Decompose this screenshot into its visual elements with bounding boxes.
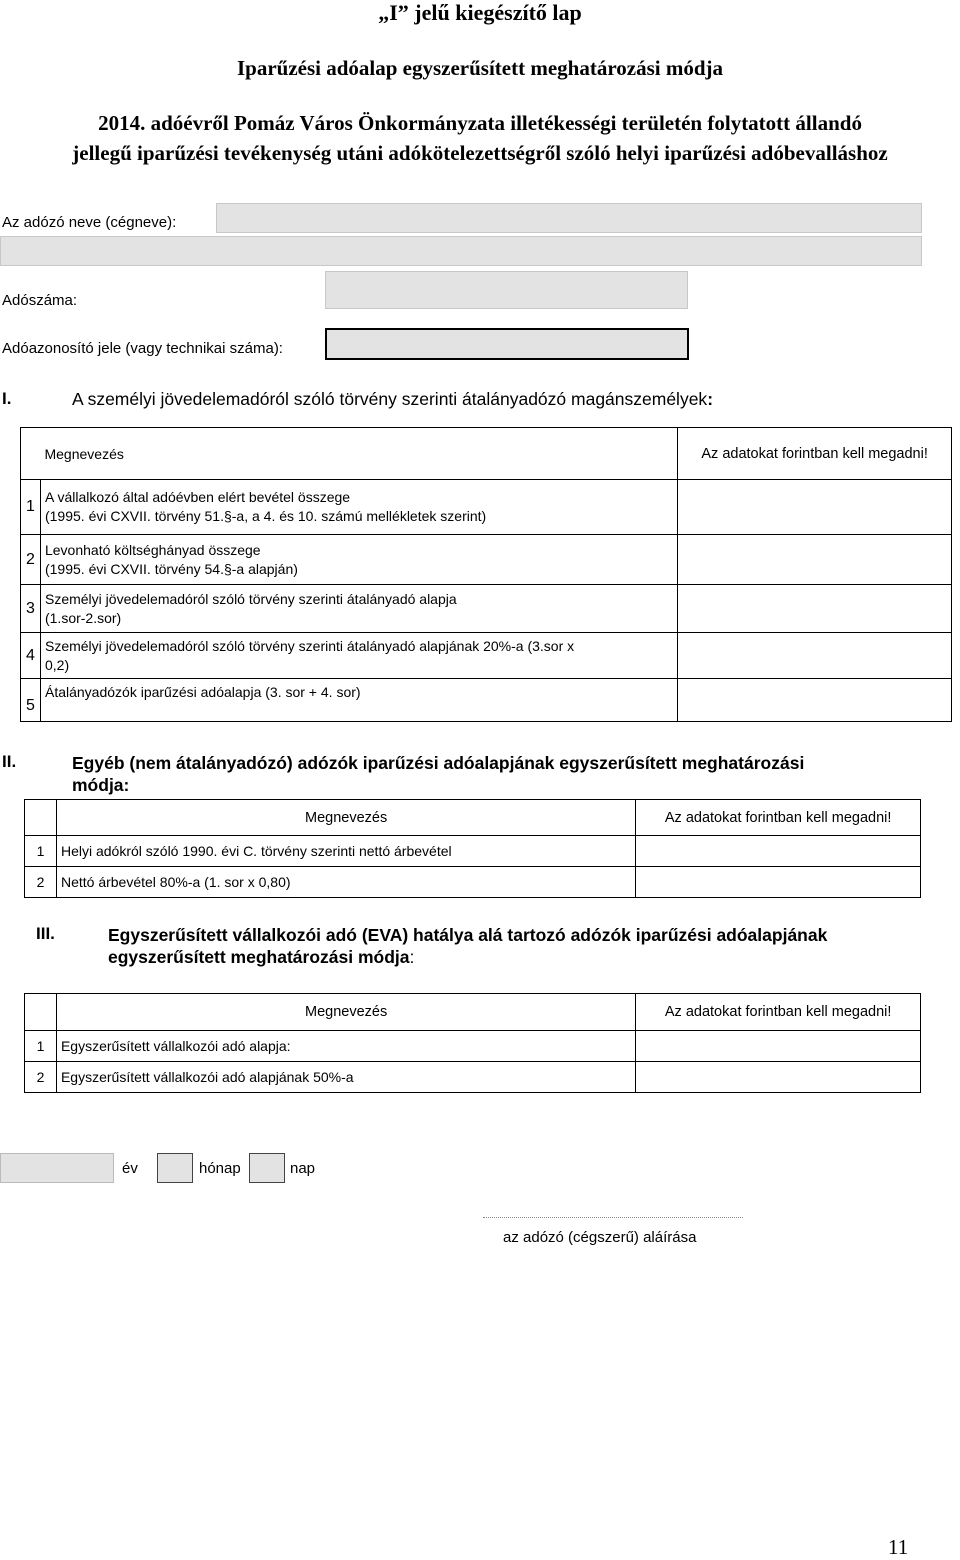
value-cell[interactable] (678, 585, 952, 633)
table-row (25, 836, 921, 867)
value-cell[interactable] (678, 679, 952, 722)
section1-table (20, 427, 952, 722)
row-label-line: Átalányadózók iparűzési adóalapja (3. sor + 4. sor) (44, 684, 361, 700)
row-label-line: 0,2) (44, 656, 70, 673)
row-label-line: Személyi jövedelemadóról szóló törvény szerinti átalányadó alapja (44, 590, 457, 607)
row-number: 1 (25, 1031, 57, 1062)
tax-number-input[interactable] (325, 271, 688, 309)
row-number: 3 (21, 585, 41, 633)
section2-title-line: Egyéb (nem átalányadózó) adózók iparűzési adóalapjának egyszerűsített meghatározási (72, 753, 805, 773)
taxpayer-name-input[interactable] (216, 203, 922, 233)
section1-title (72, 389, 713, 410)
section3-roman: III. (36, 924, 55, 943)
date-month-label: hónap (199, 1160, 241, 1177)
row-number: 5 (21, 679, 41, 722)
row-label (40, 585, 677, 633)
tax-id-label: Adóazonosító jele (vagy technikai száma): (2, 340, 283, 357)
row-label (40, 535, 677, 585)
date-year-input[interactable] (0, 1153, 114, 1183)
table-row (21, 633, 952, 679)
row-number: 2 (25, 1062, 57, 1093)
value-cell[interactable] (636, 1031, 921, 1062)
section3-title-line: Egyszerűsített vállalkozói adó (EVA) hatálya alá tartozó adózók iparűzési adóalapjának (108, 925, 828, 945)
value-cell[interactable] (636, 1062, 921, 1093)
date-day-input[interactable] (249, 1153, 285, 1183)
col-header-name: Megnevezés (56, 800, 635, 836)
row-number: 2 (21, 535, 41, 585)
value-cell[interactable] (678, 535, 952, 585)
date-day-label: nap (290, 1160, 316, 1177)
section1-title-colon: : (707, 389, 714, 409)
section3-title-line (108, 946, 827, 968)
form-subtitle: Iparűzési adóalap egyszerűsített meghatározási módja (236, 56, 724, 80)
row-label-line: A vállalkozó által adóévben elért bevétel összege (44, 489, 351, 505)
section2-roman: II. (2, 752, 17, 771)
taxpayer-name-input-2[interactable] (0, 236, 922, 266)
row-label (40, 480, 677, 535)
table-header-row (25, 994, 921, 1031)
value-cell[interactable] (678, 633, 952, 679)
row-label: Helyi adókról szóló 1990. évi C. törvény szerinti nettó árbevétel (56, 836, 635, 867)
tax-number-label: Adószáma: (2, 292, 78, 309)
section3-title-colon: : (409, 947, 415, 967)
row-label: Nettó árbevétel 80%-a (1. sor x 0,80) (56, 867, 635, 898)
intro-line-2: jellegű iparűzési tevékenység utáni adókötelezettségről szóló helyi iparűzési adóbevalláshoz (72, 141, 888, 165)
table-row (25, 1031, 921, 1062)
section1-roman: I. (2, 389, 12, 408)
signature-caption: az adózó (cégszerű) aláírása (503, 1229, 697, 1246)
row-number: 2 (25, 867, 57, 898)
row-label-line: Személyi jövedelemadóról szóló törvény szerinti átalányadó alapjának 20%-a (3.sor x (44, 637, 575, 654)
signature-line (483, 1217, 743, 1218)
section2-table (24, 799, 921, 898)
table-row (25, 1062, 921, 1093)
col-header-value: Az adatokat forintban kell megadni! (636, 800, 921, 836)
row-number: 4 (21, 633, 41, 679)
row-label-line: (1995. évi CXVII. törvény 51.§-a, a 4. és 10. számú mellékletek szerint) (44, 508, 487, 524)
row-label: Egyszerűsített vállalkozói adó alapjának 50%-a (56, 1062, 635, 1093)
col-header-name: Megnevezés (56, 994, 635, 1031)
table-row (21, 679, 952, 722)
row-label (40, 679, 677, 722)
col-header-name: Megnevezés (40, 428, 677, 480)
table-row (21, 480, 952, 535)
row-number: 1 (25, 836, 57, 867)
form-title: „I” jelű kiegészítő lap (378, 0, 582, 25)
form-intro (0, 108, 960, 168)
col-header-value: Az adatokat forintban kell megadni! (678, 428, 952, 480)
value-cell[interactable] (636, 836, 921, 867)
value-cell[interactable] (678, 480, 952, 535)
section2-title (72, 752, 804, 796)
col-header-value: Az adatokat forintban kell megadni! (636, 994, 921, 1031)
row-label-line: (1.sor-2.sor) (44, 609, 122, 626)
date-month-input[interactable] (157, 1153, 193, 1183)
row-number: 1 (21, 480, 41, 535)
tax-id-input[interactable] (325, 328, 689, 360)
table-header-row (25, 800, 921, 836)
row-label: Egyszerűsített vállalkozói adó alapja: (56, 1031, 635, 1062)
taxpayer-name-label: Az adózó neve (cégneve): (2, 214, 177, 231)
table-header-row (21, 428, 952, 480)
table-row (21, 585, 952, 633)
row-label-line: Levonható költséghányad összege (44, 541, 261, 558)
intro-line-1: 2014. adóévről Pomáz Város Önkormányzata illetékességi területén folytatott állandó (98, 111, 862, 135)
page-number: 11 (888, 1535, 909, 1559)
table-row (25, 867, 921, 898)
row-label (40, 633, 677, 679)
section1-title-text: A személyi jövedelemadóról szóló törvény szerinti átalányadózó magánszemélyek (72, 389, 708, 409)
section3-table (24, 993, 921, 1093)
row-label-line: (1995. évi CXVII. törvény 54.§-a alapján) (44, 560, 298, 577)
date-year-label: év (122, 1160, 138, 1177)
value-cell[interactable] (636, 867, 921, 898)
section3-title-text: egyszerűsített meghatározási módja (108, 947, 410, 967)
table-row (21, 535, 952, 585)
section3-title (108, 924, 827, 968)
section2-title-line: módja: (72, 775, 130, 795)
